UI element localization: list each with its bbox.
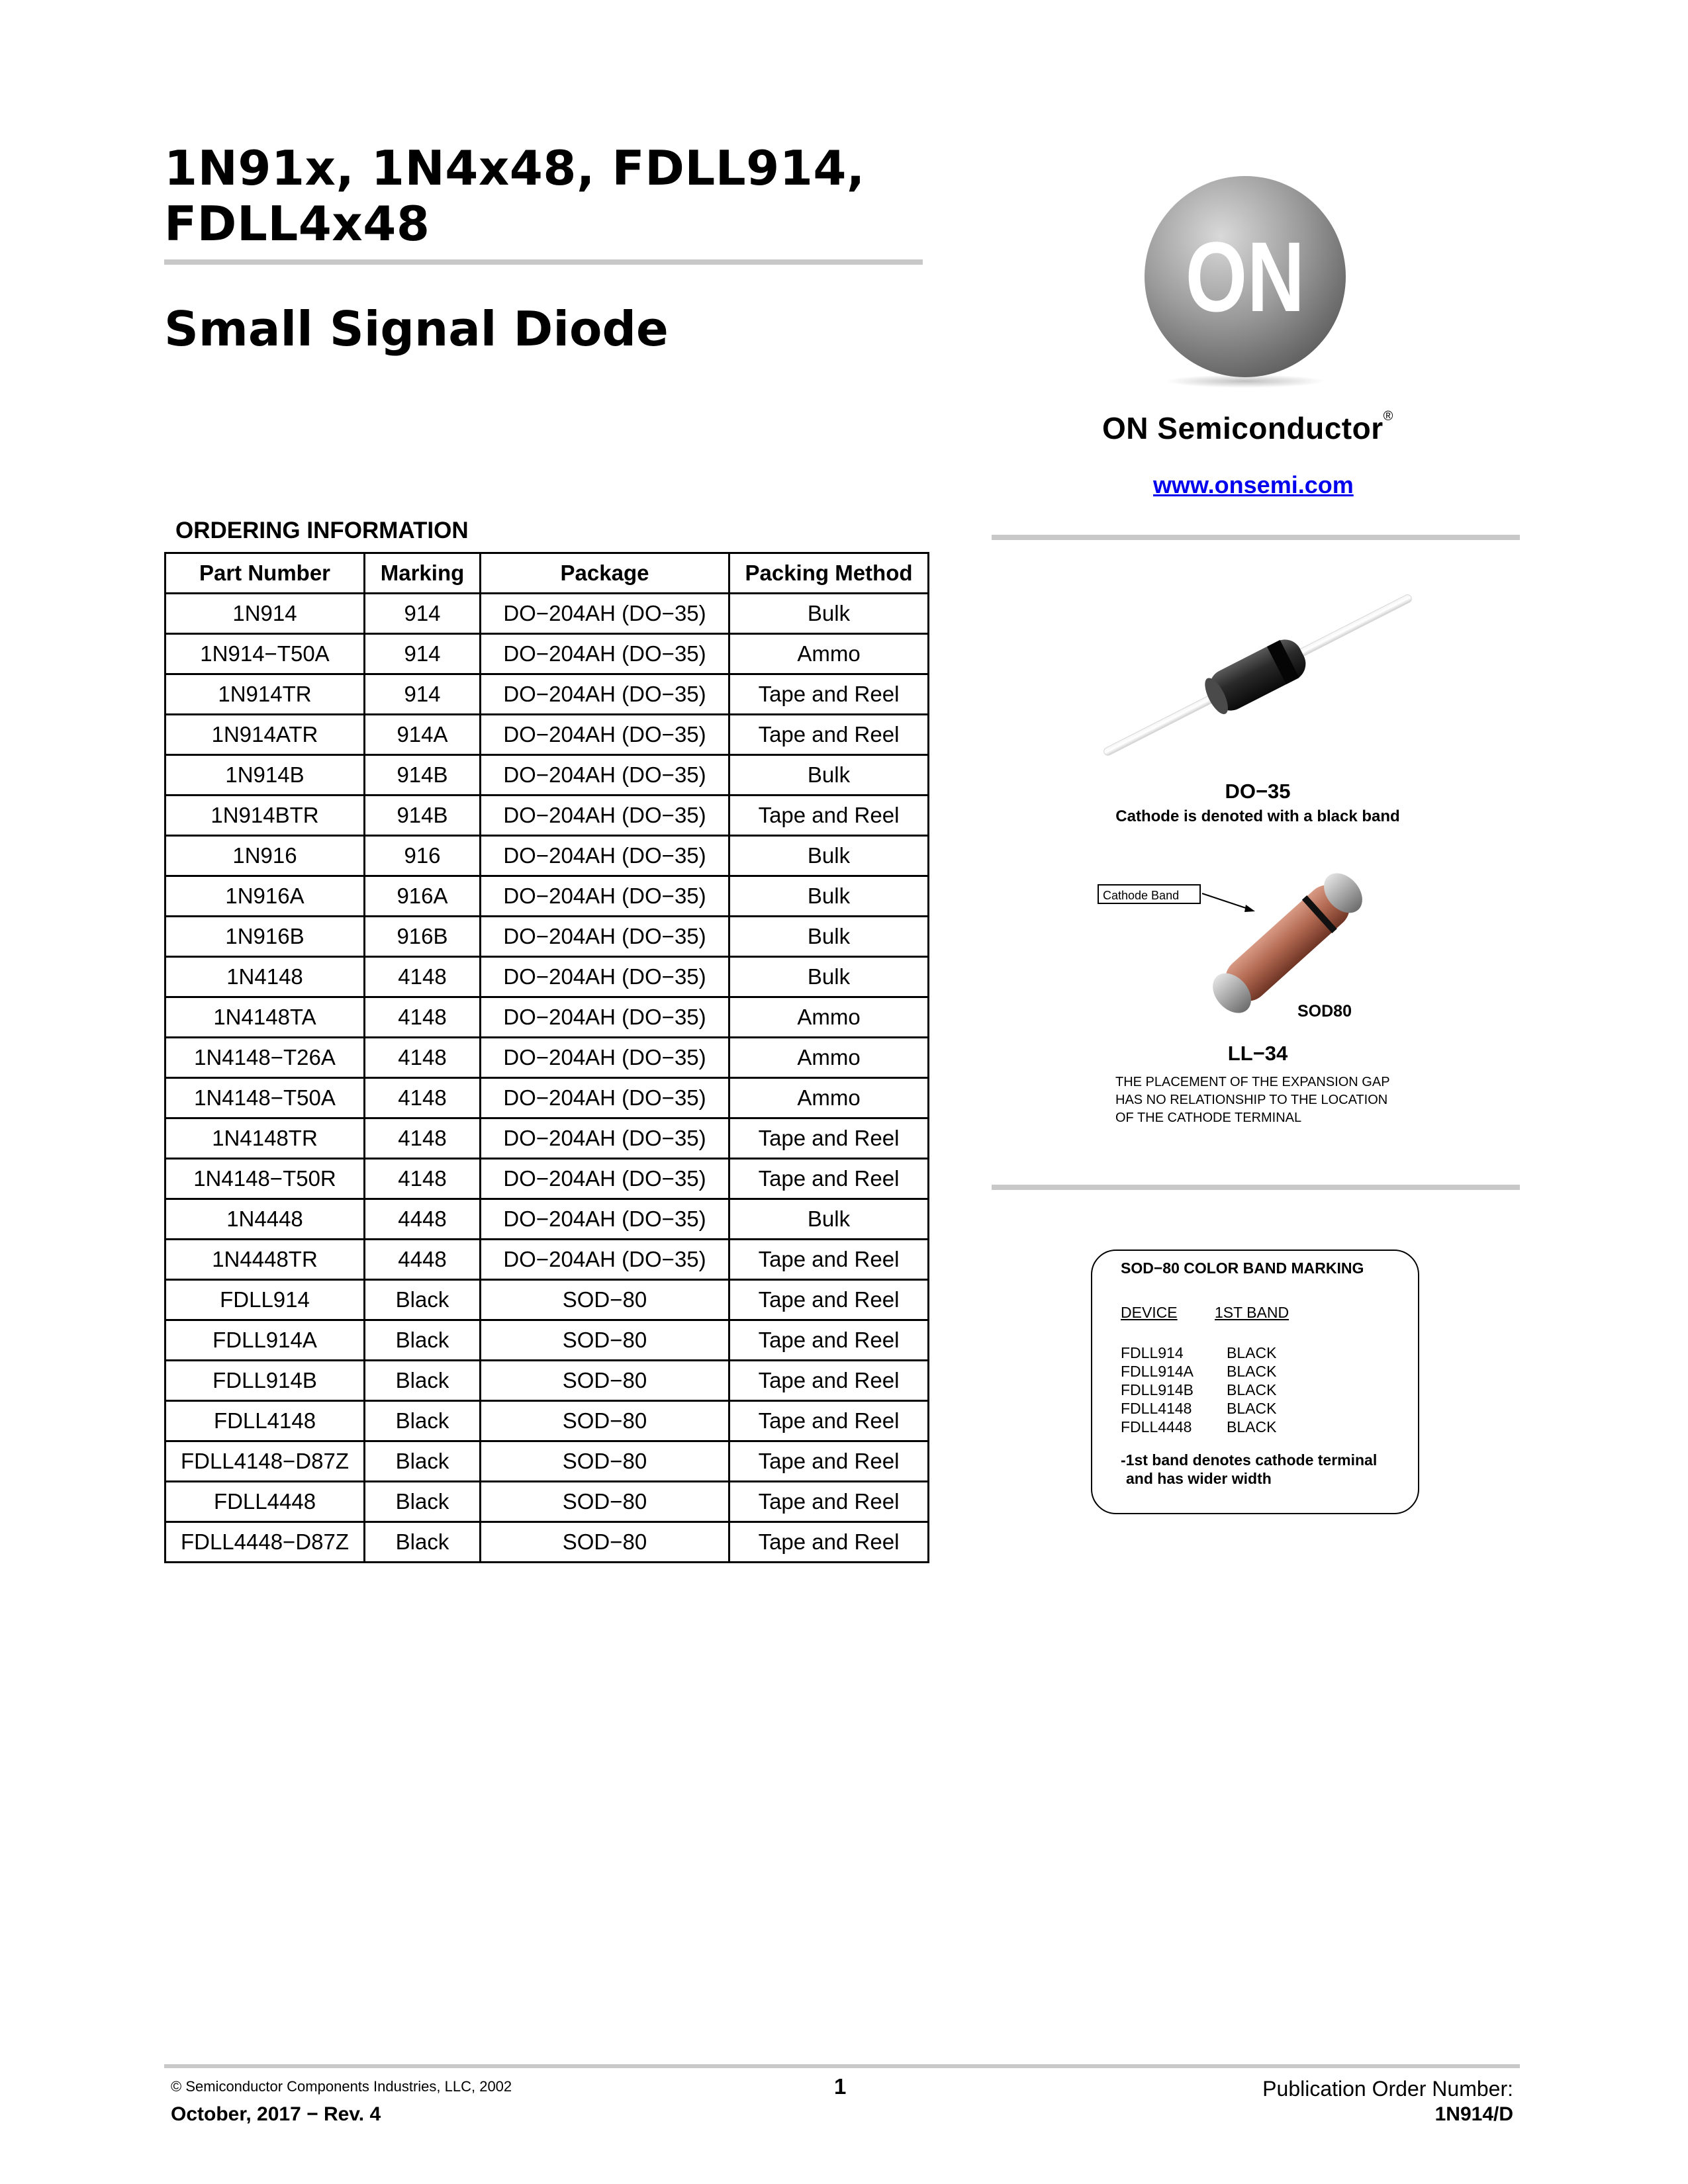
website-link[interactable]: www.onsemi.com: [1153, 471, 1354, 498]
package-cell: DO−204AH (DO−35): [481, 594, 729, 634]
package-cell: DO−204AH (DO−35): [481, 1118, 729, 1159]
packing-method-cell: Bulk: [729, 957, 929, 997]
packing-method-cell: Tape and Reel: [729, 674, 929, 715]
publication-number: 1N914/D: [1434, 2103, 1513, 2125]
table-row: [165, 674, 929, 715]
document-title: [164, 140, 925, 251]
ll34-note-line: HAS NO RELATIONSHIP TO THE LOCATION: [1115, 1093, 1388, 1107]
ll34-title: LL−34: [1227, 1042, 1288, 1065]
marking-cell: Black: [365, 1361, 481, 1401]
package-cell: SOD−80: [481, 1361, 729, 1401]
packing-method-cell: Ammo: [729, 634, 929, 674]
part-number-cell: 1N916B: [165, 917, 365, 957]
marking-cell: Black: [365, 1320, 481, 1361]
marking-cell: 914B: [365, 796, 481, 836]
band-color: BLACK: [1227, 1400, 1277, 1417]
marking-cell: 914A: [365, 715, 481, 755]
package-cell: SOD−80: [481, 1280, 729, 1320]
package-cell: DO−204AH (DO−35): [481, 917, 729, 957]
company-name-text: ON Semiconductor: [1102, 411, 1383, 445]
packing-method-cell: Tape and Reel: [729, 1280, 929, 1320]
marking-cell: 4148: [365, 1078, 481, 1118]
packing-method-cell: Bulk: [729, 876, 929, 917]
packing-method-cell: Tape and Reel: [729, 1401, 929, 1441]
ordering-info-title: ORDERING INFORMATION: [175, 518, 469, 543]
marking-cell: 914B: [365, 755, 481, 796]
package-cell: DO−204AH (DO−35): [481, 674, 729, 715]
part-number-cell: 1N916A: [165, 876, 365, 917]
marking-cell: 4448: [365, 1240, 481, 1280]
part-number-cell: 1N4448: [165, 1199, 365, 1240]
device-list: [1121, 1343, 1194, 1436]
packing-method-cell: Ammo: [729, 1038, 929, 1078]
table-row: [165, 1240, 929, 1280]
device-column-header: DEVICE: [1121, 1304, 1178, 1321]
title-line-2: FDLL4x48: [164, 196, 430, 251]
package-cell: DO−204AH (DO−35): [481, 796, 729, 836]
packing-method-cell: Tape and Reel: [729, 1159, 929, 1199]
packing-method-cell: Bulk: [729, 1199, 929, 1240]
band-list: [1227, 1343, 1276, 1436]
marking-cell: 914: [365, 594, 481, 634]
packing-method-cell: Bulk: [729, 836, 929, 876]
marking-cell: Black: [365, 1522, 481, 1563]
package-cell: SOD−80: [481, 1320, 729, 1361]
sod80-label: SOD80: [1297, 1002, 1352, 1021]
part-number-cell: 1N916: [165, 836, 365, 876]
table-row: [165, 1199, 929, 1240]
table-row: [165, 957, 929, 997]
ll34-note: [1115, 1073, 1390, 1127]
part-number-cell: FDLL4148: [165, 1401, 365, 1441]
do35-note: Cathode is denoted with a black band: [1115, 807, 1400, 825]
column-header: Package: [481, 553, 729, 594]
table-row: [165, 997, 929, 1038]
part-number-cell: 1N4148TR: [165, 1118, 365, 1159]
table-row: [165, 634, 929, 674]
band-color: BLACK: [1227, 1363, 1277, 1380]
table-row: [165, 876, 929, 917]
package-cell: DO−204AH (DO−35): [481, 715, 729, 755]
package-cell: DO−204AH (DO−35): [481, 1159, 729, 1199]
package-cell: DO−204AH (DO−35): [481, 634, 729, 674]
table-row: [165, 1361, 929, 1401]
registered-mark: ®: [1383, 409, 1393, 424]
band-column-header: 1ST BAND: [1215, 1304, 1289, 1321]
part-number-cell: 1N914B: [165, 755, 365, 796]
part-number-cell: 1N4148: [165, 957, 365, 997]
part-number-cell: 1N914TR: [165, 674, 365, 715]
part-number-cell: FDLL4448−D87Z: [165, 1522, 365, 1563]
marking-cell: 4148: [365, 1038, 481, 1078]
package-cell: SOD−80: [481, 1441, 729, 1482]
ordering-table-body: [165, 594, 929, 1563]
company-name: [1102, 409, 1393, 446]
band-color: BLACK: [1227, 1344, 1277, 1361]
band-note-line: -1st band denotes cathode terminal: [1121, 1451, 1378, 1469]
device-name: FDLL914B: [1121, 1381, 1194, 1398]
logo-text: ON: [1185, 221, 1305, 333]
document-subtitle: Small Signal Diode: [164, 301, 669, 357]
on-logo-icon: [1136, 171, 1354, 389]
packing-method-cell: Ammo: [729, 1078, 929, 1118]
column-header: Marking: [365, 553, 481, 594]
part-number-cell: FDLL914: [165, 1280, 365, 1320]
part-number-cell: FDLL914A: [165, 1320, 365, 1361]
packing-method-cell: Tape and Reel: [729, 1240, 929, 1280]
part-number-cell: 1N4148−T50A: [165, 1078, 365, 1118]
section-divider-1: [992, 535, 1520, 540]
color-band-title: SOD−80 COLOR BAND MARKING: [1121, 1259, 1364, 1277]
table-row: [165, 755, 929, 796]
ll34-note-line: OF THE CATHODE TERMINAL: [1115, 1111, 1302, 1125]
marking-cell: Black: [365, 1401, 481, 1441]
table-row: [165, 1280, 929, 1320]
package-cell: SOD−80: [481, 1482, 729, 1522]
marking-cell: Black: [365, 1280, 481, 1320]
cathode-band-label: Cathode Band: [1098, 884, 1201, 904]
part-number-cell: 1N914BTR: [165, 796, 365, 836]
marking-cell: 916A: [365, 876, 481, 917]
table-row: [165, 715, 929, 755]
column-header: Packing Method: [729, 553, 929, 594]
part-number-cell: 1N4148TA: [165, 997, 365, 1038]
device-name: FDLL4448: [1121, 1418, 1192, 1435]
do35-package-image: [1092, 576, 1423, 774]
table-row: [165, 1482, 929, 1522]
part-number-cell: FDLL4148−D87Z: [165, 1441, 365, 1482]
title-divider: [164, 259, 923, 265]
table-row: [165, 1522, 929, 1563]
table-row: [165, 796, 929, 836]
table-row: [165, 1078, 929, 1118]
marking-cell: 4148: [365, 957, 481, 997]
device-name: FDLL914A: [1121, 1363, 1194, 1380]
package-cell: DO−204AH (DO−35): [481, 997, 729, 1038]
footer-date: October, 2017 − Rev. 4: [171, 2103, 381, 2125]
page-number: 1: [834, 2074, 847, 2099]
section-divider-2: [992, 1185, 1520, 1190]
table-row: [165, 594, 929, 634]
package-cell: DO−204AH (DO−35): [481, 1199, 729, 1240]
ll34-note-line: THE PLACEMENT OF THE EXPANSION GAP: [1115, 1075, 1390, 1089]
table-row: [165, 1320, 929, 1361]
title-line-1: 1N91x, 1N4x48, FDLL914,: [164, 140, 865, 196]
table-row: [165, 1159, 929, 1199]
table-row: [165, 836, 929, 876]
package-cell: DO−204AH (DO−35): [481, 876, 729, 917]
packing-method-cell: Tape and Reel: [729, 1320, 929, 1361]
packing-method-cell: Tape and Reel: [729, 796, 929, 836]
part-number-cell: 1N4148−T50R: [165, 1159, 365, 1199]
table-row: [165, 1038, 929, 1078]
marking-cell: Black: [365, 1441, 481, 1482]
package-cell: DO−204AH (DO−35): [481, 1078, 729, 1118]
packing-method-cell: Bulk: [729, 755, 929, 796]
table-header-row: [165, 553, 929, 594]
part-number-cell: 1N914ATR: [165, 715, 365, 755]
marking-cell: 4148: [365, 1159, 481, 1199]
part-number-cell: 1N914: [165, 594, 365, 634]
package-cell: SOD−80: [481, 1401, 729, 1441]
band-note: [1121, 1451, 1412, 1488]
column-header: Part Number: [165, 553, 365, 594]
part-number-cell: 1N4148−T26A: [165, 1038, 365, 1078]
packing-method-cell: Tape and Reel: [729, 1522, 929, 1563]
marking-cell: 914: [365, 634, 481, 674]
packing-method-cell: Tape and Reel: [729, 715, 929, 755]
marking-cell: 916: [365, 836, 481, 876]
marking-cell: Black: [365, 1482, 481, 1522]
band-note-line: and has wider width: [1126, 1470, 1272, 1487]
packing-method-cell: Ammo: [729, 997, 929, 1038]
footer-copyright: © Semiconductor Components Industries, LLC, 2002: [171, 2078, 512, 2095]
marking-cell: 4148: [365, 1118, 481, 1159]
packing-method-cell: Tape and Reel: [729, 1361, 929, 1401]
part-number-cell: FDLL914B: [165, 1361, 365, 1401]
packing-method-cell: Tape and Reel: [729, 1482, 929, 1522]
package-cell: DO−204AH (DO−35): [481, 836, 729, 876]
package-cell: DO−204AH (DO−35): [481, 1240, 729, 1280]
marking-cell: 914: [365, 674, 481, 715]
footer-divider: [164, 2064, 1520, 2068]
table-row: [165, 1118, 929, 1159]
marking-cell: 4148: [365, 997, 481, 1038]
package-cell: SOD−80: [481, 1522, 729, 1563]
publication-label: Publication Order Number:: [1262, 2077, 1513, 2101]
band-color: BLACK: [1227, 1418, 1277, 1435]
table-row: [165, 1441, 929, 1482]
packing-method-cell: Tape and Reel: [729, 1118, 929, 1159]
part-number-cell: 1N914−T50A: [165, 634, 365, 674]
package-cell: DO−204AH (DO−35): [481, 957, 729, 997]
table-row: [165, 917, 929, 957]
table-row: [165, 1401, 929, 1441]
device-name: FDLL4148: [1121, 1400, 1192, 1417]
do35-title: DO−35: [1225, 780, 1291, 803]
packing-method-cell: Tape and Reel: [729, 1441, 929, 1482]
package-cell: DO−204AH (DO−35): [481, 755, 729, 796]
package-cell: DO−204AH (DO−35): [481, 1038, 729, 1078]
marking-cell: 916B: [365, 917, 481, 957]
part-number-cell: 1N4448TR: [165, 1240, 365, 1280]
device-name: FDLL914: [1121, 1344, 1184, 1361]
marking-cell: 4448: [365, 1199, 481, 1240]
part-number-cell: FDLL4448: [165, 1482, 365, 1522]
band-color: BLACK: [1227, 1381, 1277, 1398]
packing-method-cell: Bulk: [729, 594, 929, 634]
ordering-table: [164, 552, 929, 1563]
packing-method-cell: Bulk: [729, 917, 929, 957]
